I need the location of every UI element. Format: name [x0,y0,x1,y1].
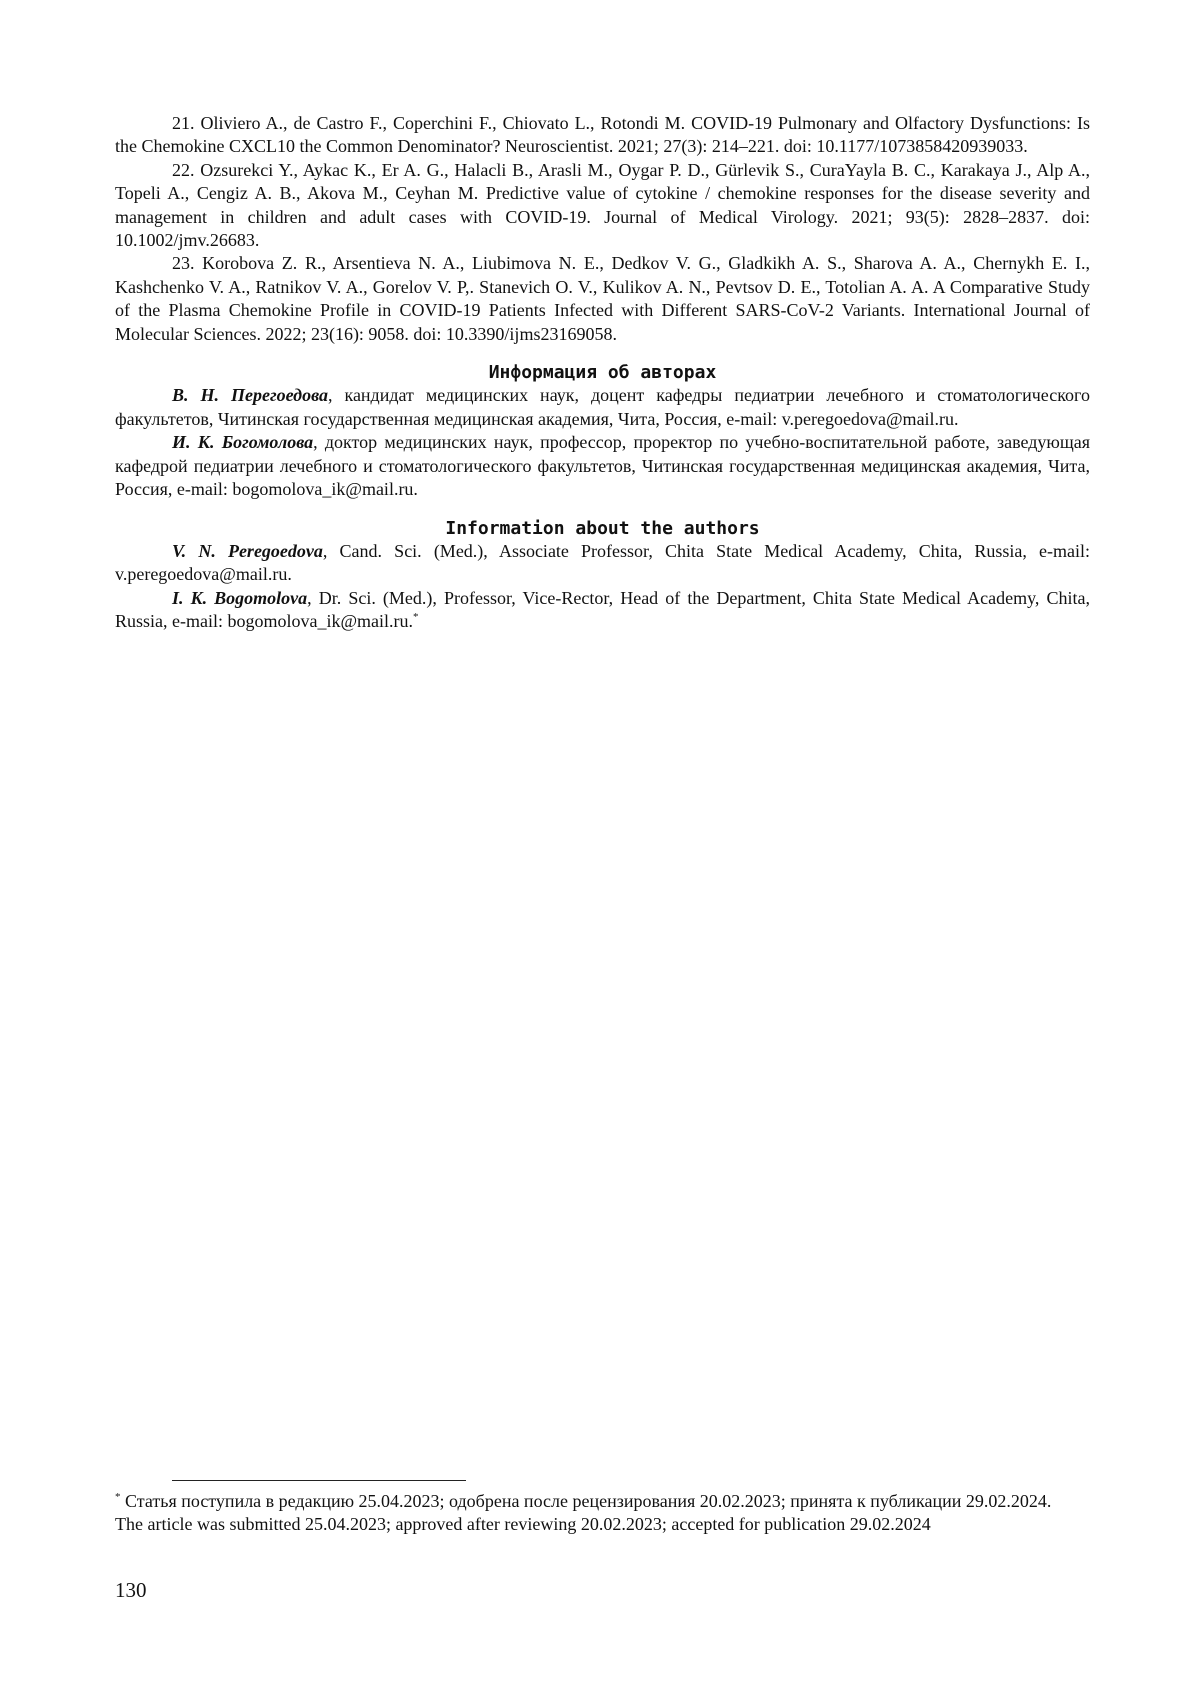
footnote-divider [172,1480,466,1481]
author-ru-2-name: И. К. Богомолова [172,432,314,453]
author-en-2-info: , Dr. Sci. (Med.), Professor, Vice-Rector, Head of the Department, Chita State Medical Academy, Chita, Russia, e-mail: bogomolova_ik@mail.ru. [115,587,1090,632]
authors-en-heading: Information about the authors [445,517,760,539]
author-en-2 [115,587,1090,634]
page-number: 130 [115,1578,147,1602]
footnote-ru [115,1490,1090,1513]
author-ru-1-info: , кандидат медицинских наук, доцент кафедры педиатрии лечебного и стоматологического факультетов, Читинская государственная медицинская академия, Чита, Россия, e-mail: v.peregoedova@mail.ru. [115,385,1090,429]
author-en-2-name: I. K. Bogomolova [172,587,308,608]
author-en-1 [115,540,1090,587]
footnote-ru-text: Статья поступила в редакцию 25.04.2023; одобрена после рецензирования 20.02.2023; принята к публикации 29.02.2024. [120,1491,1052,1511]
reference-22: 22. Ozsurekci Y., Aykac K., Er A. G., Halacli B., Arasli M., Oygar P. D., Gürlevik S., CuraYayla B. C., Karakaya J., Alp A., Topeli A., Cengiz A. B., Akova M., Ceyhan M. Predictive value of cytokine / chemokine responses for the disease severity and management in children and adult cases with COVID-19. Journal of Medical Virology. 2021; 93(5): 2828–2837. doi: 10.1002/jmv.26683. [115,159,1090,251]
page-body [115,112,1090,634]
footnote-marker: * [413,611,419,624]
footnote-en: The article was submitted 25.04.2023; approved after reviewing 20.02.2023; accepted for publication 29.02.2024 [115,1514,931,1535]
reference-21: 21. Oliviero A., de Castro F., Coperchini F., Chiovato L., Rotondi M. COVID-19 Pulmonary and Olfactory Dysfunctions: Is the Chemokine CXCL10 the Common Denominator? Neuroscientist. 2021; 27(3): 214–221. doi: 10.1177/1073858420939033. [115,113,1090,157]
author-ru-2-info: , доктор медицинских наук, профессор, проректор по учебно-воспитательной работе, заведующая кафедрой педиатрии лечебного и стоматологического факультетов, Читинская государственная медицинская академия, Чита, Россия, e-mail: bogomolova_ik@mail.ru. [115,432,1090,500]
footnote-ru-marker: * [115,1491,121,1503]
author-ru-2 [115,431,1090,501]
authors-ru-heading: Информация об авторах [488,362,717,384]
author-en-1-name: V. N. Peregoedova [172,540,323,561]
author-ru-1 [115,384,1090,431]
footnotes [115,1490,1090,1537]
author-en-1-info: , Cand. Sci. (Med.), Associate Professor, Chita State Medical Academy, Chita, Russia, e-mail: v.peregoedova@mail.ru. [115,540,1090,585]
reference-23: 23. Korobova Z. R., Arsentieva N. A., Liubimova N. E., Dedkov V. G., Gladkikh A. S., Sharova A. A., Chernykh E. I., Kashchenko V. A., Ratnikov V. A., Gorelov V. P,. Stanevich O. V., Kulikov A. N., Pevtsov D. E., Totolian A. A. A Comparative Study of the Plasma Chemokine Profile in COVID-19 Patients Infected with Different SARS-CoV-2 Variants. International Journal of Molecular Sciences. 2022; 23(16): 9058. doi: 10.3390/ijms23169058. [115,253,1090,344]
author-ru-1-name: В. Н. Перегоедова [172,385,328,406]
